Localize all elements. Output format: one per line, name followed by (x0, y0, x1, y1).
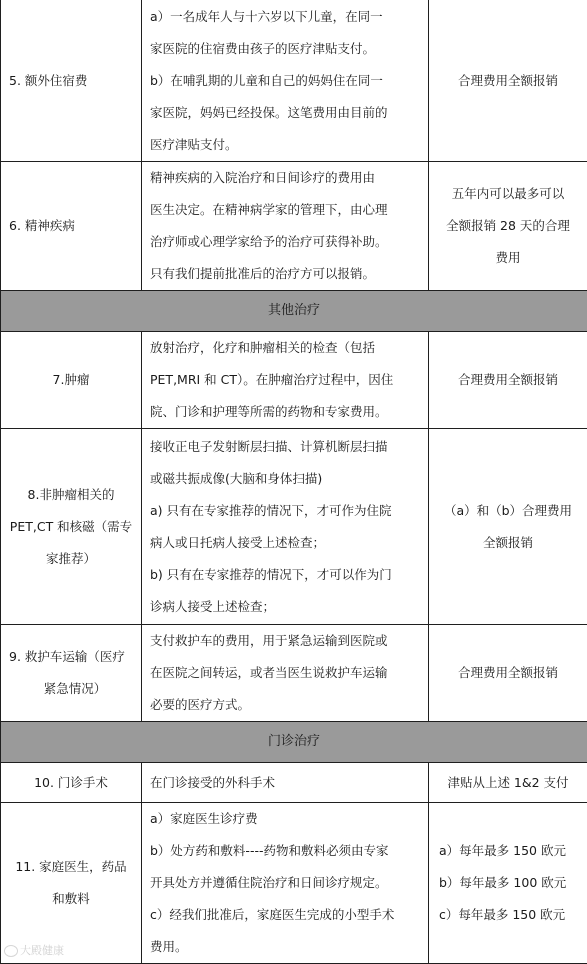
description-line: 精神疾病的入院治疗和日间诊疗的费用由 (150, 170, 376, 185)
coverage-line: 合理费用全额报销 (457, 72, 558, 88)
table-row (1, 0, 587, 162)
description-line: b）处方药和敷料----药物和敷料必须由专家 (150, 843, 389, 858)
description-line: 或磁共振成像(大脑和身体扫描) (150, 470, 323, 486)
item-name-line: 家推荐） (45, 550, 96, 566)
description-line: 开具处方并遵循住院治疗和日间诊疗规定。 (150, 875, 388, 890)
watermark-text: 大殿健康 (20, 944, 64, 957)
weibo-logo-icon (4, 945, 18, 957)
description-line: 必要的医疗方式。 (150, 697, 251, 712)
description-line: 院、门诊和护理等所需的药物和专家费用。 (150, 404, 388, 419)
item-name-line: 5. 额外住宿费 (9, 72, 88, 88)
item-description (142, 803, 429, 964)
coverage-line: 合理费用全额报销 (457, 665, 558, 680)
item-name (1, 162, 142, 291)
description-line: b) 只有在专家推荐的情况下，才可以作为门 (150, 566, 392, 582)
description-line: 费用。 (150, 939, 188, 954)
item-name-line: 紧急情况） (43, 681, 107, 696)
description-line: 病人或日托病人接受上述检查； (150, 534, 326, 550)
item-description (142, 0, 429, 162)
description-line: a）家庭医生诊疗费 (150, 811, 258, 826)
item-name (1, 429, 142, 625)
item-name-line: 和敷料 (52, 891, 90, 906)
item-coverage (429, 625, 587, 722)
table-row (1, 162, 587, 291)
item-name (1, 625, 142, 722)
description-line: 支付救护车的费用，用于紧急运输到医院或 (150, 633, 388, 648)
item-name-line: 8.非肿瘤相关的 (27, 486, 115, 502)
coverage-line: 津贴从上述 1&2 支付 (447, 774, 569, 790)
section-header-row (1, 291, 587, 332)
item-description (142, 625, 429, 722)
description-line: 在门诊接受的外科手术 (150, 774, 276, 790)
coverage-line: 合理费用全额报销 (457, 372, 558, 387)
coverage-line: （a）和（b）合理费用 (443, 502, 573, 518)
description-line: a）一名成年人与十六岁以下儿童，在同一 (150, 8, 383, 24)
item-name-line: PET,CT 和核磁（需专 (9, 518, 133, 534)
description-line: c）经我们批准后，家庭医生完成的小型手术 (150, 907, 395, 922)
item-description (142, 332, 429, 429)
item-description (142, 429, 429, 625)
description-line: 在医院之间转运，或者当医生说救护车运输 (150, 665, 388, 680)
description-line: 放射治疗，化疗和肿瘤相关的检查（包括 (150, 340, 376, 355)
coverage-line: c）每年最多 150 欧元 (439, 907, 566, 922)
description-line: 只有我们提前批准后的治疗方可以报销。 (150, 266, 376, 281)
description-line: 治疗师或心理学家给予的治疗可获得补助。 (150, 234, 388, 249)
description-line: b）在哺乳期的儿童和自己的妈妈住在同一 (150, 72, 383, 88)
table-row (1, 625, 587, 722)
description-line: 诊病人接受上述检查； (150, 598, 276, 614)
section-header-row (1, 722, 587, 763)
description-line: a) 只有在专家推荐的情况下，才可作为住院 (150, 502, 392, 518)
item-name-line: 6. 精神疾病 (9, 218, 75, 233)
item-name (1, 332, 142, 429)
item-name (1, 763, 142, 803)
coverage-line: 全额报销 (482, 534, 533, 550)
description-line: PET,MRI 和 CT）。在肿瘤治疗过程中，因住 (150, 372, 394, 387)
description-line: 医疗津贴支付。 (150, 136, 238, 152)
description-line: 家医院，妈妈已经投保。这笔费用由目前的 (150, 104, 388, 120)
item-name-line: 11. 家庭医生，药品 (15, 859, 127, 874)
table-row (1, 429, 587, 625)
item-name (1, 803, 142, 964)
coverage-line: b）每年最多 100 欧元 (439, 875, 567, 890)
item-coverage (429, 429, 587, 625)
description-line: 家医院的住宿费由孩子的医疗津贴支付。 (150, 40, 376, 56)
item-description (142, 763, 429, 803)
item-name (1, 0, 142, 162)
description-line: 医生决定。在精神病学家的管理下，由心理 (150, 202, 388, 217)
item-coverage (429, 803, 587, 964)
section-title: 门诊治疗 (1, 722, 587, 763)
coverage-line: 全额报销 28 天的合理 (446, 218, 570, 233)
item-coverage (429, 162, 587, 291)
section-title: 其他治疗 (1, 291, 587, 332)
watermark (4, 942, 64, 958)
description-line: 接收正电子发射断层扫描、计算机断层扫描 (150, 438, 388, 454)
item-coverage (429, 763, 587, 803)
coverage-line: a）每年最多 150 欧元 (439, 843, 566, 858)
item-name-line: 7.肿瘤 (52, 372, 90, 387)
table-row (1, 803, 587, 964)
item-name-line: 9. 救护车运输（医疗 (9, 649, 125, 664)
item-coverage (429, 332, 587, 429)
item-description (142, 162, 429, 291)
table-row (1, 332, 587, 429)
item-coverage (429, 0, 587, 162)
table-row (1, 763, 587, 803)
coverage-line: 费用 (495, 250, 521, 265)
coverage-line: 五年内可以最多可以 (451, 186, 565, 201)
item-name-line: 10. 门诊手术 (34, 774, 108, 790)
